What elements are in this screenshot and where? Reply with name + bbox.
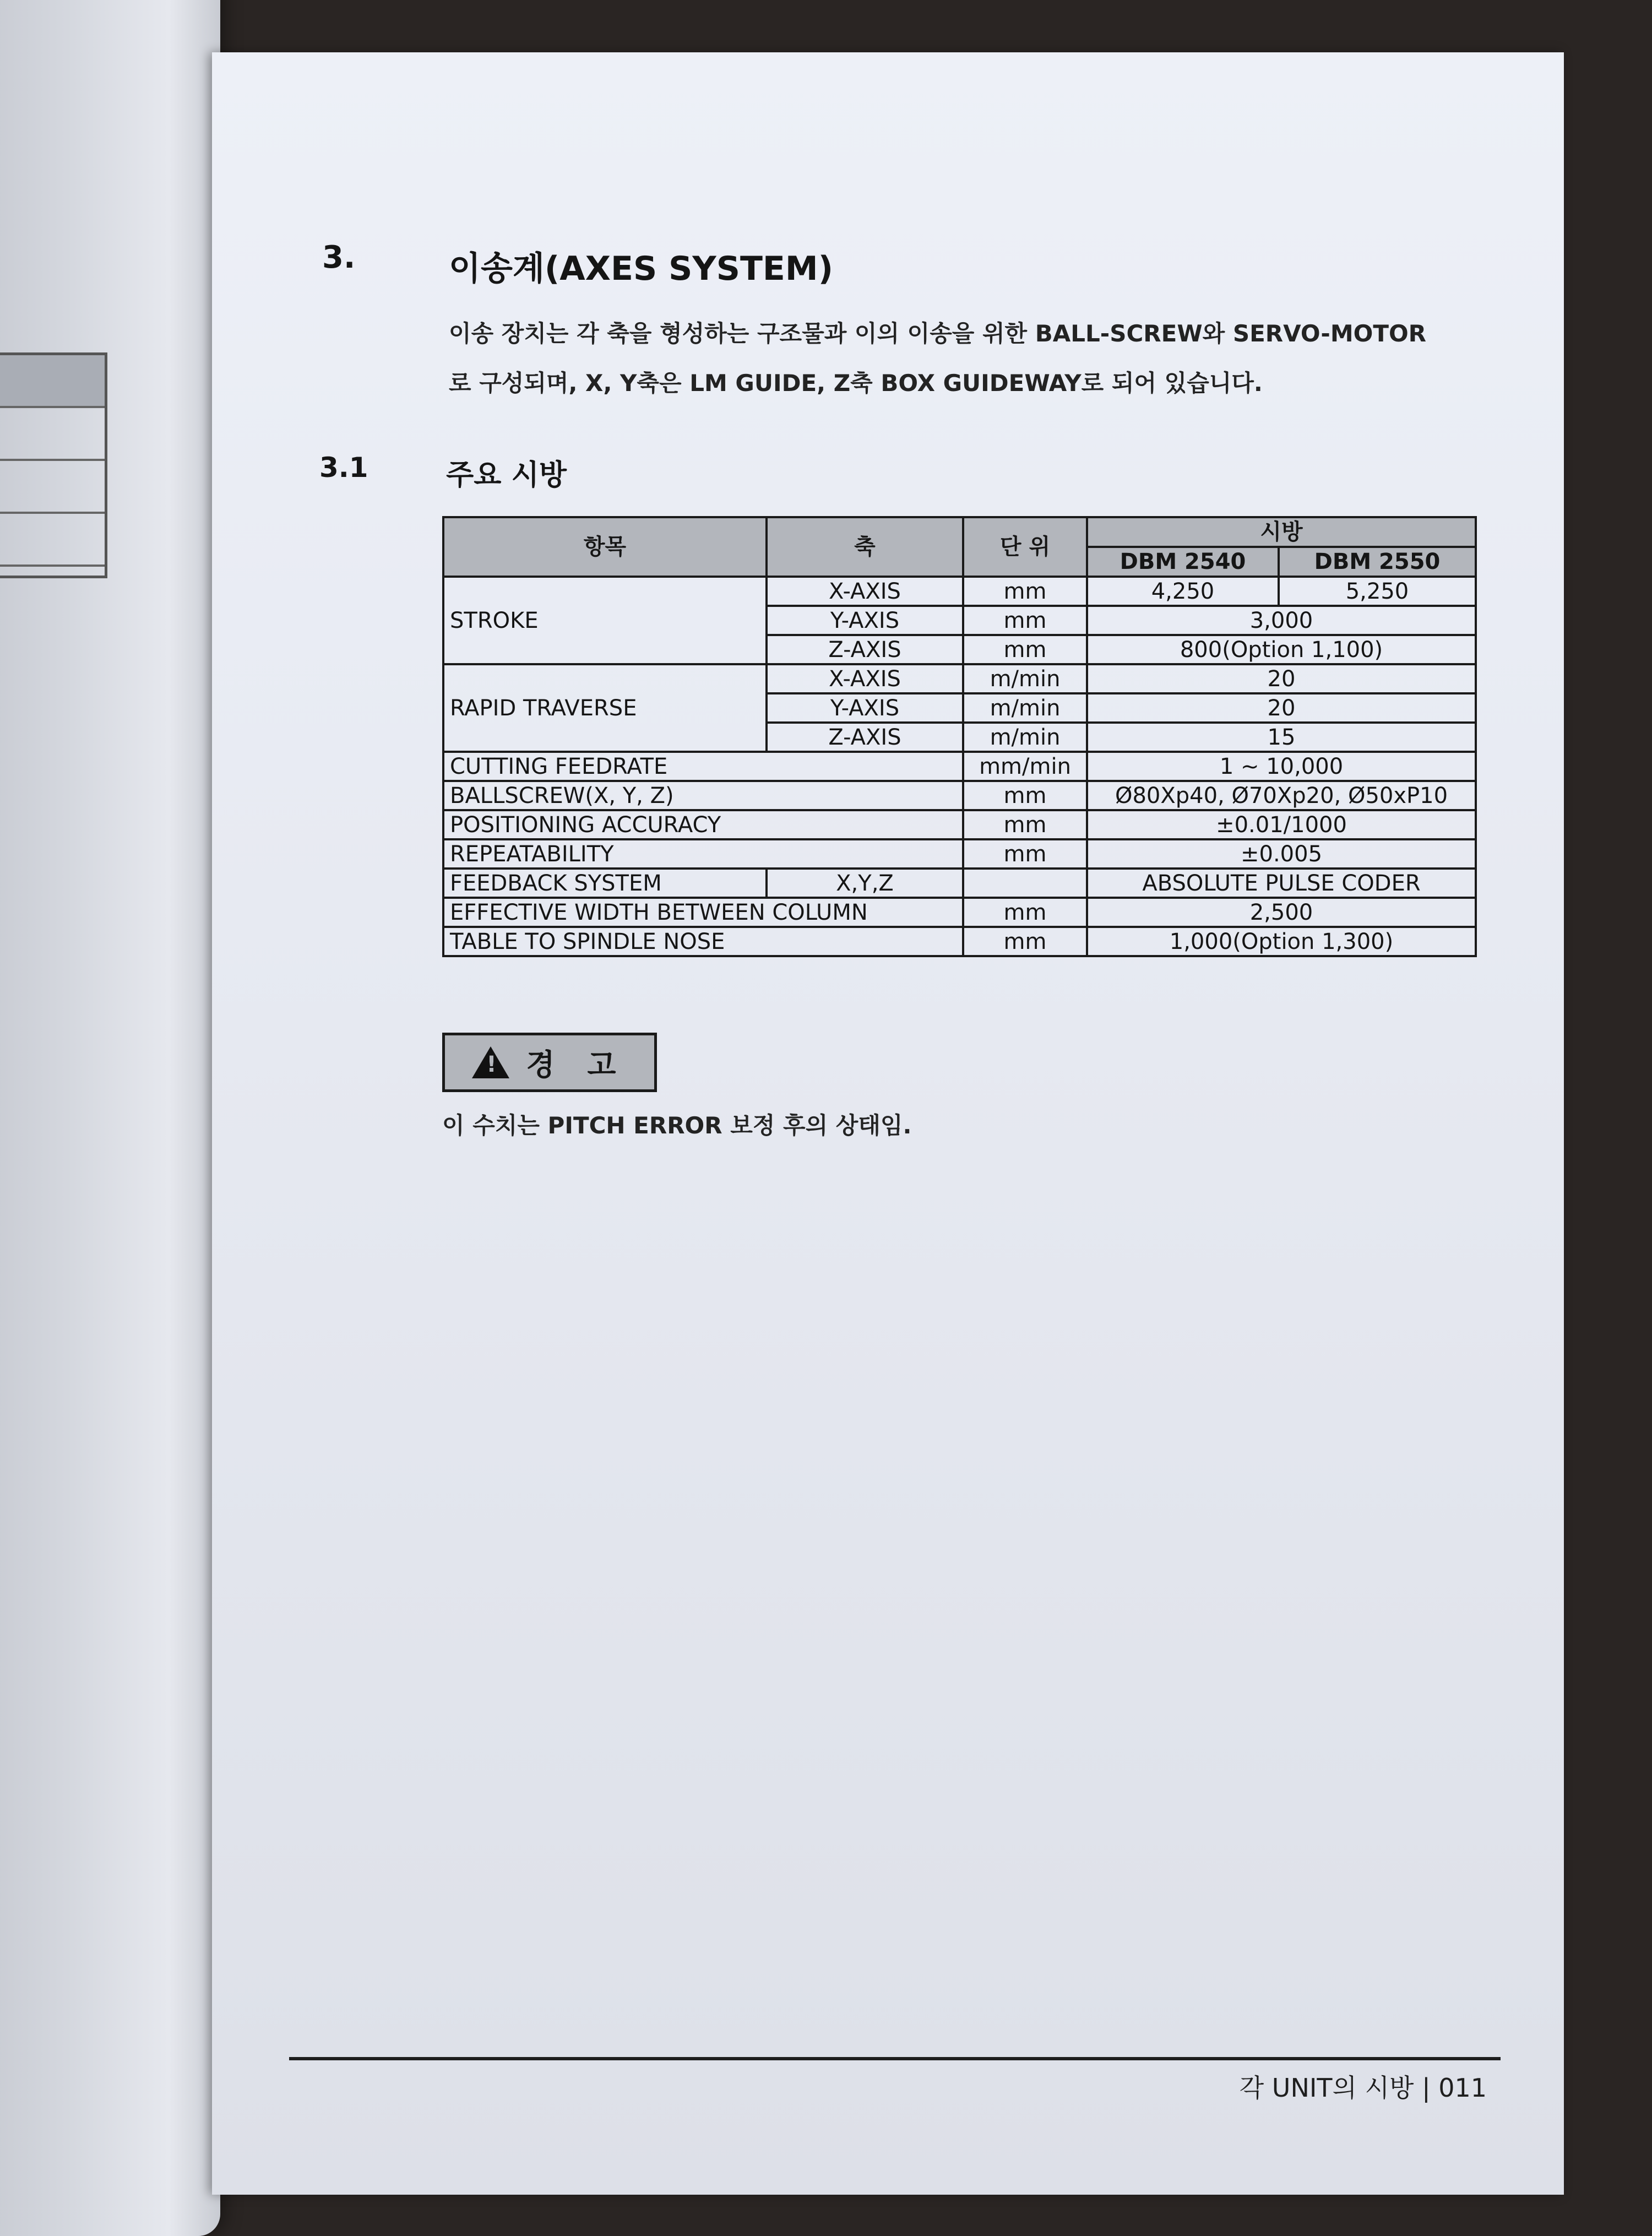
table-row bbox=[443, 577, 1476, 606]
unit-cell: mm bbox=[963, 810, 1087, 839]
table-row bbox=[443, 752, 1476, 781]
value-cell: 15 bbox=[1087, 723, 1476, 752]
row-label-feedback-system: FEEDBACK SYSTEM bbox=[443, 869, 767, 898]
unit-cell: m/min bbox=[963, 693, 1087, 723]
document-page bbox=[212, 52, 1564, 2195]
warning-label: 경 고 bbox=[526, 1047, 627, 1082]
row-label-rapid-traverse: RAPID TRAVERSE bbox=[443, 664, 767, 752]
page-footer: 각 UNIT의 시방 | 011 bbox=[1239, 2073, 1487, 2103]
left-table-row bbox=[0, 514, 105, 567]
header-spec: 시방 bbox=[1087, 517, 1476, 547]
row-label-positioning-accuracy: POSITIONING ACCURACY bbox=[443, 810, 963, 839]
axis-cell: Y-AXIS bbox=[767, 693, 963, 723]
row-label-ballscrew: BALLSCREW(X, Y, Z) bbox=[443, 781, 963, 810]
axis-cell: Y-AXIS bbox=[767, 606, 963, 635]
unit-cell: mm/min bbox=[963, 752, 1087, 781]
table-row bbox=[443, 927, 1476, 956]
value-cell: 20 bbox=[1087, 664, 1476, 693]
row-label-table-to-spindle: TABLE TO SPINDLE NOSE bbox=[443, 927, 963, 956]
unit-cell: mm bbox=[963, 635, 1087, 664]
unit-cell: m/min bbox=[963, 723, 1087, 752]
value-cell: 20 bbox=[1087, 693, 1476, 723]
unit-cell: mm bbox=[963, 927, 1087, 956]
unit-cell: mm bbox=[963, 606, 1087, 635]
table-header-row bbox=[443, 517, 1476, 547]
left-table-row bbox=[0, 461, 105, 514]
row-label-effective-width: EFFECTIVE WIDTH BETWEEN COLUMN bbox=[443, 898, 963, 927]
section-title: 이송계(AXES SYSTEM) bbox=[449, 249, 834, 288]
unit-cell bbox=[963, 869, 1087, 898]
unit-cell: mm bbox=[963, 577, 1087, 606]
row-label-stroke: STROKE bbox=[443, 577, 767, 664]
header-model: DBM 2540 bbox=[1087, 547, 1279, 577]
value-cell: ±0.01/1000 bbox=[1087, 810, 1476, 839]
subsection-number: 3.1 bbox=[319, 452, 368, 484]
warning-text: 이 수치는 PITCH ERROR 보정 후의 상태임. bbox=[442, 1112, 912, 1139]
warning-triangle-icon bbox=[472, 1046, 509, 1078]
unit-cell: mm bbox=[963, 898, 1087, 927]
spec-table bbox=[442, 516, 1477, 957]
subsection-title: 주요 시방 bbox=[446, 459, 567, 492]
value-cell: 1 ~ 10,000 bbox=[1087, 752, 1476, 781]
value-cell: Ø80Xp40, Ø70Xp20, Ø50xP10 bbox=[1087, 781, 1476, 810]
footer-divider bbox=[289, 2057, 1501, 2060]
row-label-repeatability: REPEATABILITY bbox=[443, 839, 963, 869]
left-page bbox=[0, 0, 220, 2236]
unit-cell: mm bbox=[963, 839, 1087, 869]
unit-cell: mm bbox=[963, 781, 1087, 810]
value-cell: ABSOLUTE PULSE CODER bbox=[1087, 869, 1476, 898]
section-number: 3. bbox=[322, 240, 356, 275]
value-cell: 800(Option 1,100) bbox=[1087, 635, 1476, 664]
header-axis: 축 bbox=[767, 517, 963, 577]
table-row bbox=[443, 810, 1476, 839]
left-table-row bbox=[0, 355, 105, 408]
table-row bbox=[443, 869, 1476, 898]
left-table-row bbox=[0, 408, 105, 461]
section-paragraph-line: 로 구성되며, X, Y축은 LM GUIDE, Z축 BOX GUIDEWAY로 되어 있습니다. bbox=[449, 370, 1263, 397]
axis-cell: X-AXIS bbox=[767, 664, 963, 693]
header-unit: 단 위 bbox=[963, 517, 1087, 577]
table-row bbox=[443, 781, 1476, 810]
header-model: DBM 2550 bbox=[1279, 547, 1476, 577]
axis-cell: X-AXIS bbox=[767, 577, 963, 606]
header-item: 항목 bbox=[443, 517, 767, 577]
table-row bbox=[443, 664, 1476, 693]
table-row bbox=[443, 898, 1476, 927]
axis-cell: X,Y,Z bbox=[767, 869, 963, 898]
value-cell: 5,250 bbox=[1279, 577, 1476, 606]
value-cell: 1,000(Option 1,300) bbox=[1087, 927, 1476, 956]
left-page-table bbox=[0, 352, 107, 578]
warning-box bbox=[442, 1033, 657, 1092]
unit-cell: m/min bbox=[963, 664, 1087, 693]
value-cell: 2,500 bbox=[1087, 898, 1476, 927]
row-label-cutting-feedrate: CUTTING FEEDRATE bbox=[443, 752, 963, 781]
axis-cell: Z-AXIS bbox=[767, 723, 963, 752]
value-cell: 3,000 bbox=[1087, 606, 1476, 635]
axis-cell: Z-AXIS bbox=[767, 635, 963, 664]
section-paragraph-line: 이송 장치는 각 축을 형성하는 구조물과 이의 이송을 위한 BALL-SCREW와 SERVO-MOTOR bbox=[449, 320, 1427, 347]
value-cell: ±0.005 bbox=[1087, 839, 1476, 869]
value-cell: 4,250 bbox=[1087, 577, 1279, 606]
table-row bbox=[443, 839, 1476, 869]
